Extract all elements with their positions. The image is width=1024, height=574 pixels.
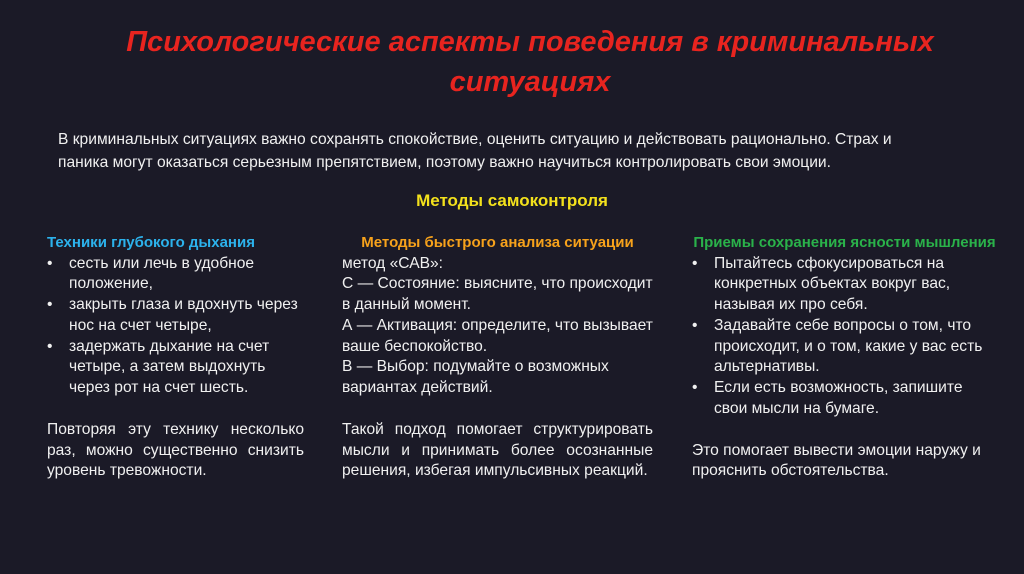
column-quick-analysis <box>342 233 653 482</box>
page-title-line-1: Психологические аспекты поведения в криминальных <box>126 26 934 58</box>
list-item: • Пытайтесь сфокусироваться на конкретных объектах вокруг вас, называя их про себя. <box>692 254 997 316</box>
list-item: • сесть или лечь в удобное положение, <box>47 254 304 296</box>
bullet-list <box>47 254 304 400</box>
method-line: С — Состояние: выясните, что происходит в данный момент. <box>342 275 653 314</box>
list-item: • закрыть глаза и вдохнуть через нос на счет четыре, <box>47 295 304 337</box>
page-title <box>40 22 1020 102</box>
intro-line-1: В криминальных ситуациях важно сохранять спокойствие, оценить ситуацию и действовать рационально. Страх и <box>58 131 892 148</box>
column-title: Техники глубокого дыхания <box>47 234 255 251</box>
list-item: • Задавайте себе вопросы о том, что происходит, и о том, какие у вас есть альтернативы. <box>692 316 997 378</box>
intro-line-2: паника могут оказаться серьезным препятствием, поэтому важно научиться контролировать свои эмоции. <box>58 154 831 171</box>
column-footer-text: Такой подход помогает структурировать мысли и принимать более осознанные решения, избегая импульсивных реакций. <box>342 420 653 480</box>
column-footer-text: Это помогает вывести эмоции наружу и прояснить обстоятельства. <box>692 441 981 480</box>
column-footer-text: Повторяя эту технику несколько раз, можно существенно снизить уровень тревожности. <box>47 420 304 480</box>
column-title: Приемы сохранения ясности мышления <box>693 234 996 251</box>
column-clarity-techniques <box>692 233 997 482</box>
section-title: Методы самоконтроля <box>416 191 608 210</box>
column-breathing-techniques <box>47 233 304 482</box>
column-title: Методы быстрого анализа ситуации <box>361 234 634 251</box>
intro-paragraph <box>58 128 1008 174</box>
method-line: А — Активация: определите, что вызывает ваше беспокойство. <box>342 316 653 355</box>
bullet-list <box>692 254 997 420</box>
page-title-line-2: ситуациях <box>449 66 611 98</box>
method-line: В — Выбор: подумайте о возможных вариантах действий. <box>342 358 609 397</box>
list-item: • задержать дыхание на счет четыре, а затем выдохнуть через рот на счет шесть. <box>47 337 304 399</box>
method-line: метод «САВ»: <box>342 254 444 272</box>
list-item: • Если есть возможность, запишите свои мысли на бумаге. <box>692 378 997 420</box>
